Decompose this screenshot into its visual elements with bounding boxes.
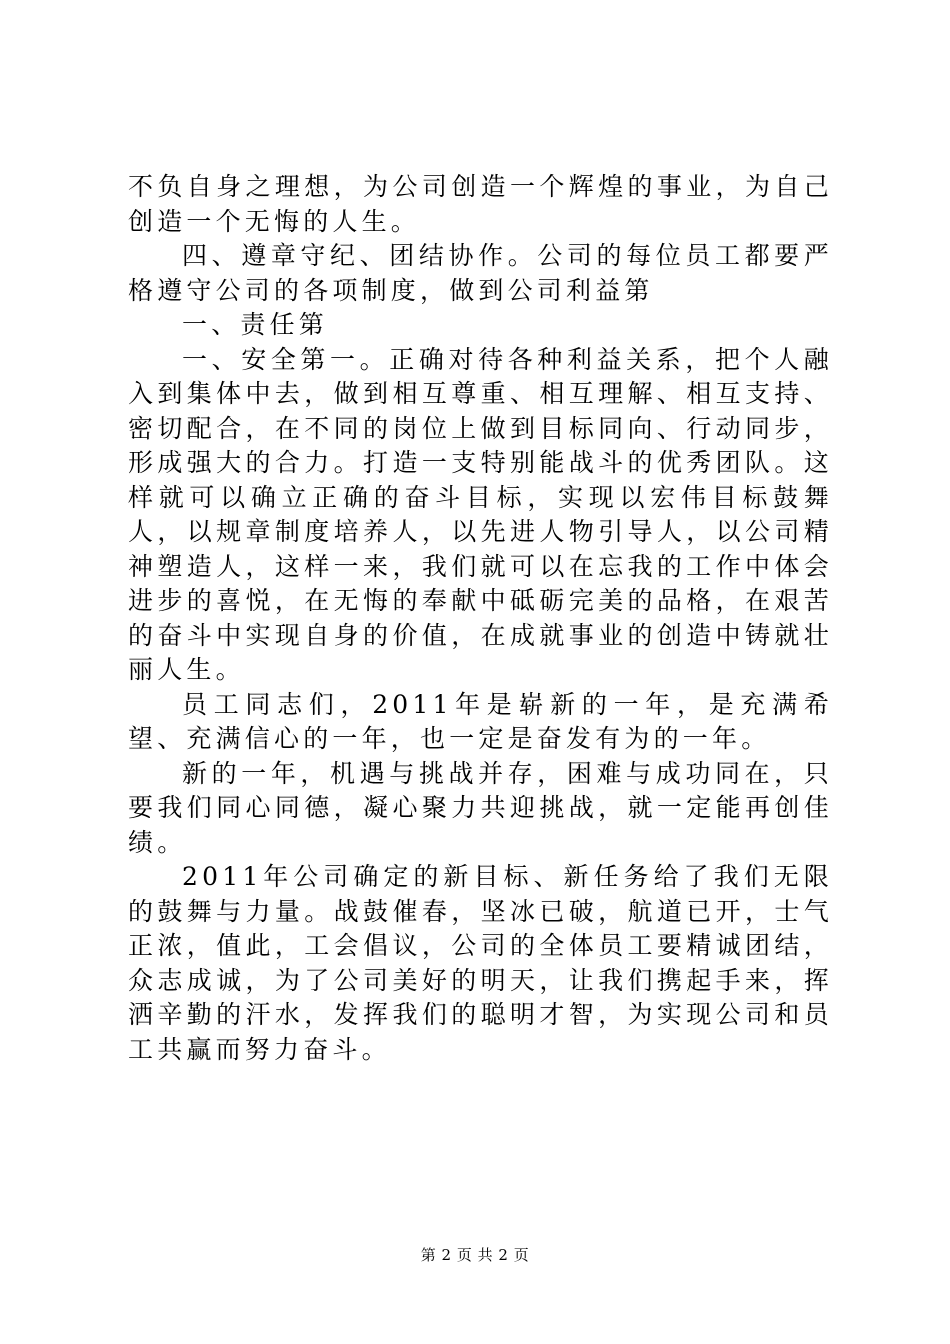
page-number: 第 2 页 共 2 页 [420, 1246, 530, 1264]
document-body [128, 170, 833, 1067]
paragraph: 员工同志们，2011年是崭新的一年，是充满希望、充满信心的一年，也一定是奋发有为的一年。 [128, 689, 833, 753]
paragraph: 四、遵章守纪、团结协作。公司的每位员工都要严格遵守公司的各项制度，做到公司利益第 [128, 241, 833, 305]
paragraph: 2011年公司确定的新目标、新任务给了我们无限的鼓舞与力量。战鼓催春，坚冰已破，航道已开，士气正浓，值此，工会倡议，公司的全体员工要精诚团结，众志成诚，为了公司美好的明天，让我们携起手来，挥洒辛勤的汗水，发挥我们的聪明才智，为实现公司和员工共赢而努力奋斗。 [128, 862, 833, 1064]
page-footer [0, 1244, 950, 1265]
paragraph: 不负自身之理想，为公司创造一个辉煌的事业，为自己创造一个无悔的人生。 [128, 172, 833, 236]
paragraph: 一、安全第一。正确对待各种利益关系，把个人融入到集体中去，做到相互尊重、相互理解、相互支持、密切配合，在不同的岗位上做到目标同向、行动同步，形成强大的合力。打造一支特别能战斗的优秀团队。这样就可以确立正确的奋斗目标，实现以宏伟目标鼓舞人，以规章制度培养人，以先进人物引导人，以公司精神塑造人，这样一来，我们就可以在忘我的工作中体会进步的喜悦，在无悔的奉献中砥砺完美的品格，在艰苦的奋斗中实现自身的价值，在成就事业的创造中铸就壮丽人生。 [128, 344, 833, 684]
paragraph: 新的一年，机遇与挑战并存，困难与成功同在，只要我们同心同德，凝心聚力共迎挑战，就一定能再创佳绩。 [128, 758, 833, 857]
paragraph: 一、责任第 [182, 310, 329, 339]
